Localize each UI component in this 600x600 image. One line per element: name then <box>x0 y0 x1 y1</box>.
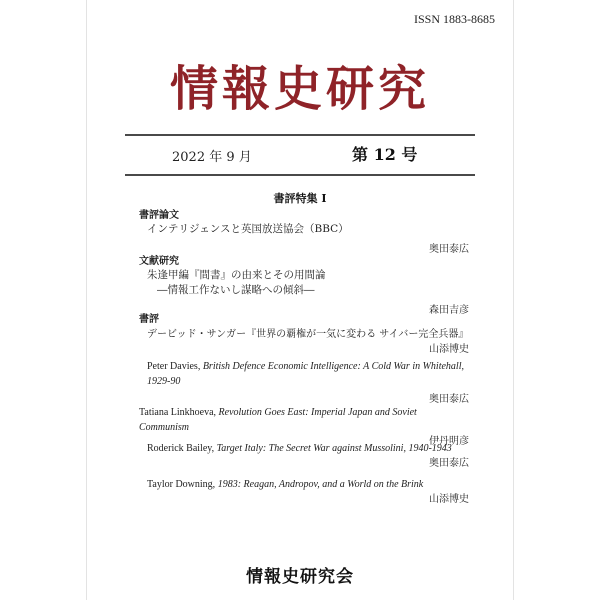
article-entry <box>139 310 469 355</box>
review-author: 奥田泰広 <box>429 457 469 469</box>
article-author: 奥田泰広 <box>429 244 469 255</box>
review-title: Target Italy: The Secret War against Mussolini, 1940-1943 <box>216 443 452 454</box>
review-title: 1983: Reagan, Andropov, and a World on the Brink <box>217 479 424 490</box>
journal-title: 情報史研究 <box>169 61 430 117</box>
issue-date: 2022 年 9 月 <box>172 150 252 165</box>
article-entry <box>139 252 469 316</box>
review-prefix: Roderick Bailey, <box>147 443 217 454</box>
divider-bottom <box>125 174 475 176</box>
article-title: インテリジェンスと英国放送協会（BBC） <box>147 223 349 235</box>
publisher-name: 情報史研究会 <box>246 567 354 587</box>
journal-cover <box>87 0 513 600</box>
review-author: 山添博史 <box>429 493 469 505</box>
review-prefix: Tatiana Linkhoeva, <box>139 407 219 418</box>
article-entry <box>139 206 469 255</box>
article-author: 森田吉彦 <box>429 305 469 316</box>
review-title: British Defence Economic Intelligence: A Cold War in Whitehall, 1929-90 <box>147 361 464 387</box>
section-heading: 書評特集 I <box>273 192 327 205</box>
article-category: 書評論文 <box>139 210 179 221</box>
article-category: 文献研究 <box>139 256 179 267</box>
review-author: 奥田泰広 <box>429 394 469 405</box>
review-prefix: Peter Davies, <box>147 361 203 372</box>
review-title: Revolution Goes East: Imperial Japan and Soviet Communism <box>139 407 417 433</box>
issue-number: 第 12 号 <box>352 145 418 164</box>
divider-top <box>125 134 475 136</box>
review-entry <box>147 360 469 408</box>
article-title: 朱逢甲編『間書』の由来とその用間論 <box>147 269 326 281</box>
article-title: デービッド・サンガー『世界の覇権が一気に変わる サイバー完全兵器』 <box>147 329 469 340</box>
review-author: 伊丹明彦 <box>429 436 469 447</box>
review-entry <box>147 478 469 507</box>
article-category: 書評 <box>139 314 159 325</box>
review-prefix: Taylor Downing, <box>147 479 218 490</box>
issn: ISSN 1883-8685 <box>413 12 495 26</box>
article-subtitle: ―情報工作ないし謀略への傾斜― <box>157 284 315 296</box>
review-entry <box>147 442 469 471</box>
article-author: 山添博史 <box>429 344 469 355</box>
